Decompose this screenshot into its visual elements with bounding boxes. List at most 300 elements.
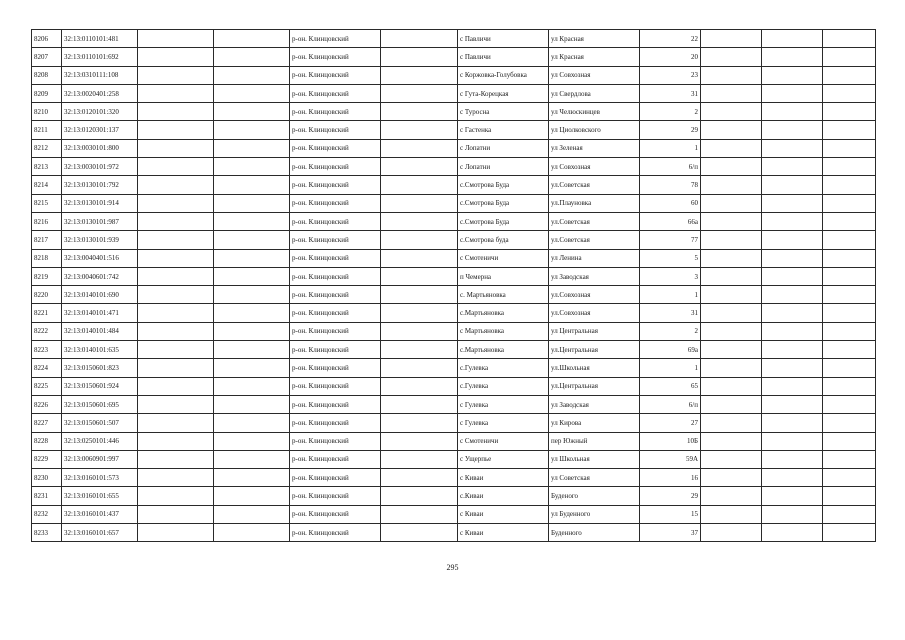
house-number-cell: 15 (640, 505, 701, 523)
row-number-cell: 8226 (32, 395, 62, 413)
empty-cell (381, 48, 458, 66)
empty-cell (138, 414, 214, 432)
row-number-cell: 8228 (32, 432, 62, 450)
empty-cell (381, 414, 458, 432)
street-cell: ул Школьная (549, 450, 640, 468)
settlement-cell: с Киваи (458, 505, 549, 523)
settlement-cell: с.Смотрова Буда (458, 212, 549, 230)
cadastral-number-cell: 32:13:0160101:657 (62, 524, 138, 542)
district-cell: р-он. Клинцовский (290, 48, 381, 66)
district-cell: р-он. Клинцовский (290, 505, 381, 523)
house-number-cell: 77 (640, 231, 701, 249)
district-cell: р-он. Клинцовский (290, 395, 381, 413)
empty-cell (823, 103, 876, 121)
empty-cell (762, 121, 823, 139)
table-row (32, 505, 876, 523)
street-cell: ул Циолковского (549, 121, 640, 139)
row-number-cell: 8223 (32, 341, 62, 359)
empty-cell (823, 231, 876, 249)
house-number-cell: 20 (640, 48, 701, 66)
empty-cell (381, 377, 458, 395)
empty-cell (762, 432, 823, 450)
table-row (32, 524, 876, 542)
empty-cell (701, 48, 762, 66)
empty-cell (701, 450, 762, 468)
street-cell: ул Челюскинцев (549, 103, 640, 121)
street-cell: ул Красная (549, 48, 640, 66)
house-number-cell: 1 (640, 286, 701, 304)
row-number-cell: 8215 (32, 194, 62, 212)
registry-table (31, 29, 876, 542)
house-number-cell: 1 (640, 359, 701, 377)
empty-cell (214, 121, 290, 139)
district-cell: р-он. Клинцовский (290, 377, 381, 395)
street-cell: ул Зеленая (549, 139, 640, 157)
table-row (32, 322, 876, 340)
row-number-cell: 8229 (32, 450, 62, 468)
street-cell: ул.Школьная (549, 359, 640, 377)
cadastral-number-cell: 32:13:0150601:695 (62, 395, 138, 413)
settlement-cell: с. Мартьяновка (458, 286, 549, 304)
cadastral-number-cell: 32:13:0140101:471 (62, 304, 138, 322)
empty-cell (138, 121, 214, 139)
empty-cell (381, 158, 458, 176)
empty-cell (381, 212, 458, 230)
street-cell: ул.Советская (549, 176, 640, 194)
cadastral-number-cell: 32:13:0030101:972 (62, 158, 138, 176)
row-number-cell: 8211 (32, 121, 62, 139)
empty-cell (214, 249, 290, 267)
district-cell: р-он. Клинцовский (290, 341, 381, 359)
cadastral-number-cell: 32:13:0060901:997 (62, 450, 138, 468)
empty-cell (823, 30, 876, 48)
empty-cell (214, 450, 290, 468)
empty-cell (381, 359, 458, 377)
row-number-cell: 8209 (32, 84, 62, 102)
house-number-cell: 31 (640, 304, 701, 322)
empty-cell (381, 66, 458, 84)
settlement-cell: с Павличи (458, 30, 549, 48)
empty-cell (823, 432, 876, 450)
cadastral-number-cell: 32:13:0250101:446 (62, 432, 138, 450)
empty-cell (762, 176, 823, 194)
empty-cell (381, 524, 458, 542)
empty-cell (138, 304, 214, 322)
empty-cell (823, 212, 876, 230)
cadastral-number-cell: 32:13:0160101:655 (62, 487, 138, 505)
empty-cell (214, 487, 290, 505)
empty-cell (138, 194, 214, 212)
row-number-cell: 8227 (32, 414, 62, 432)
empty-cell (214, 158, 290, 176)
district-cell: р-он. Клинцовский (290, 469, 381, 487)
street-cell: ул.Совхозная (549, 304, 640, 322)
cadastral-number-cell: 32:13:0040601:742 (62, 267, 138, 285)
row-number-cell: 8212 (32, 139, 62, 157)
table-row (32, 176, 876, 194)
empty-cell (381, 103, 458, 121)
table-row (32, 359, 876, 377)
row-number-cell: 8218 (32, 249, 62, 267)
empty-cell (138, 487, 214, 505)
empty-cell (701, 212, 762, 230)
empty-cell (823, 121, 876, 139)
settlement-cell: с Коржовка-Голубовка (458, 66, 549, 84)
empty-cell (381, 395, 458, 413)
empty-cell (138, 176, 214, 194)
house-number-cell: 6/п (640, 395, 701, 413)
empty-cell (701, 158, 762, 176)
empty-cell (823, 487, 876, 505)
empty-cell (823, 341, 876, 359)
row-number-cell: 8222 (32, 322, 62, 340)
table-row (32, 48, 876, 66)
settlement-cell: с Туросна (458, 103, 549, 121)
empty-cell (762, 469, 823, 487)
cadastral-number-cell: 32:13:0020401:258 (62, 84, 138, 102)
cadastral-number-cell: 32:13:0110101:481 (62, 30, 138, 48)
district-cell: р-он. Клинцовский (290, 66, 381, 84)
empty-cell (823, 322, 876, 340)
empty-cell (381, 30, 458, 48)
cadastral-number-cell: 32:13:0030101:800 (62, 139, 138, 157)
street-cell: ул.Советская (549, 231, 640, 249)
house-number-cell: 3 (640, 267, 701, 285)
house-number-cell: 5 (640, 249, 701, 267)
empty-cell (823, 139, 876, 157)
settlement-cell: с.Смотрова Буда (458, 176, 549, 194)
empty-cell (138, 212, 214, 230)
house-number-cell: 27 (640, 414, 701, 432)
settlement-cell: с Киваи (458, 469, 549, 487)
settlement-cell: с.Мартьяновка (458, 341, 549, 359)
empty-cell (762, 84, 823, 102)
house-number-cell: 37 (640, 524, 701, 542)
street-cell: ул Совхозная (549, 158, 640, 176)
row-number-cell: 8208 (32, 66, 62, 84)
cadastral-number-cell: 32:13:0130101:987 (62, 212, 138, 230)
empty-cell (823, 286, 876, 304)
empty-cell (381, 450, 458, 468)
row-number-cell: 8232 (32, 505, 62, 523)
house-number-cell: 23 (640, 66, 701, 84)
empty-cell (701, 377, 762, 395)
table-row (32, 30, 876, 48)
row-number-cell: 8233 (32, 524, 62, 542)
row-number-cell: 8213 (32, 158, 62, 176)
empty-cell (823, 359, 876, 377)
cadastral-number-cell: 32:13:0040401:516 (62, 249, 138, 267)
empty-cell (823, 84, 876, 102)
row-number-cell: 8231 (32, 487, 62, 505)
settlement-cell: с Гута-Корецкая (458, 84, 549, 102)
empty-cell (701, 267, 762, 285)
empty-cell (701, 84, 762, 102)
district-cell: р-он. Клинцовский (290, 158, 381, 176)
cadastral-number-cell: 32:13:0160101:437 (62, 505, 138, 523)
empty-cell (823, 176, 876, 194)
empty-cell (138, 30, 214, 48)
empty-cell (214, 139, 290, 157)
cadastral-number-cell: 32:13:0150601:924 (62, 377, 138, 395)
house-number-cell: 29 (640, 121, 701, 139)
cadastral-number-cell: 32:13:0120101:320 (62, 103, 138, 121)
district-cell: р-он. Клинцовский (290, 524, 381, 542)
district-cell: р-он. Клинцовский (290, 139, 381, 157)
house-number-cell: 59А (640, 450, 701, 468)
empty-cell (381, 432, 458, 450)
street-cell: ул Красная (549, 30, 640, 48)
district-cell: р-он. Клинцовский (290, 432, 381, 450)
empty-cell (138, 267, 214, 285)
cadastral-number-cell: 32:13:0120301:137 (62, 121, 138, 139)
row-number-cell: 8219 (32, 267, 62, 285)
empty-cell (381, 176, 458, 194)
house-number-cell: 16 (640, 469, 701, 487)
empty-cell (214, 304, 290, 322)
empty-cell (214, 194, 290, 212)
house-number-cell: 2 (640, 103, 701, 121)
empty-cell (762, 450, 823, 468)
empty-cell (701, 322, 762, 340)
empty-cell (701, 341, 762, 359)
empty-cell (138, 231, 214, 249)
empty-cell (762, 231, 823, 249)
empty-cell (701, 414, 762, 432)
empty-cell (381, 121, 458, 139)
street-cell: ул Совхозная (549, 66, 640, 84)
row-number-cell: 8224 (32, 359, 62, 377)
cadastral-number-cell: 32:13:0140101:690 (62, 286, 138, 304)
empty-cell (138, 524, 214, 542)
cadastral-number-cell: 32:13:0110101:692 (62, 48, 138, 66)
settlement-cell: с Киваи (458, 524, 549, 542)
district-cell: р-он. Клинцовский (290, 176, 381, 194)
empty-cell (701, 469, 762, 487)
table-row (32, 377, 876, 395)
empty-cell (381, 139, 458, 157)
empty-cell (762, 487, 823, 505)
row-number-cell: 8217 (32, 231, 62, 249)
empty-cell (214, 231, 290, 249)
empty-cell (701, 249, 762, 267)
empty-cell (214, 66, 290, 84)
empty-cell (762, 359, 823, 377)
street-cell: Буденного (549, 524, 640, 542)
street-cell: ул.Центральная (549, 341, 640, 359)
empty-cell (381, 231, 458, 249)
empty-cell (214, 432, 290, 450)
empty-cell (762, 524, 823, 542)
house-number-cell: 1 (640, 139, 701, 157)
page-number: 295 (446, 563, 459, 572)
empty-cell (701, 176, 762, 194)
empty-cell (701, 487, 762, 505)
empty-cell (214, 48, 290, 66)
table-row (32, 231, 876, 249)
empty-cell (701, 121, 762, 139)
row-number-cell: 8230 (32, 469, 62, 487)
district-cell: р-он. Клинцовский (290, 414, 381, 432)
settlement-cell: с Лопатни (458, 139, 549, 157)
empty-cell (762, 194, 823, 212)
empty-cell (214, 341, 290, 359)
district-cell: р-он. Клинцовский (290, 84, 381, 102)
table-row (32, 212, 876, 230)
empty-cell (214, 395, 290, 413)
empty-cell (823, 414, 876, 432)
settlement-cell: с.Гулевка (458, 359, 549, 377)
empty-cell (381, 322, 458, 340)
street-cell: ул Заводская (549, 395, 640, 413)
table-row (32, 139, 876, 157)
district-cell: р-он. Клинцовский (290, 212, 381, 230)
empty-cell (823, 249, 876, 267)
empty-cell (138, 286, 214, 304)
cadastral-number-cell: 32:13:0150601:823 (62, 359, 138, 377)
table-row (32, 432, 876, 450)
empty-cell (762, 30, 823, 48)
street-cell: ул Кирова (549, 414, 640, 432)
table-row (32, 286, 876, 304)
empty-cell (381, 469, 458, 487)
row-number-cell: 8210 (32, 103, 62, 121)
table-row (32, 414, 876, 432)
settlement-cell: с Павличи (458, 48, 549, 66)
street-cell: ул.Центральная (549, 377, 640, 395)
empty-cell (762, 212, 823, 230)
house-number-cell: 65 (640, 377, 701, 395)
district-cell: р-он. Клинцовский (290, 121, 381, 139)
house-number-cell: 29 (640, 487, 701, 505)
empty-cell (381, 505, 458, 523)
empty-cell (214, 84, 290, 102)
cadastral-number-cell: 32:13:0130101:792 (62, 176, 138, 194)
street-cell: ул.Советская (549, 212, 640, 230)
table-row (32, 395, 876, 413)
row-number-cell: 8214 (32, 176, 62, 194)
empty-cell (823, 158, 876, 176)
empty-cell (762, 66, 823, 84)
empty-cell (823, 267, 876, 285)
empty-cell (823, 194, 876, 212)
row-number-cell: 8216 (32, 212, 62, 230)
empty-cell (214, 377, 290, 395)
house-number-cell: 6/п (640, 158, 701, 176)
row-number-cell: 8220 (32, 286, 62, 304)
street-cell: ул Свердлова (549, 84, 640, 102)
street-cell: ул Советская (549, 469, 640, 487)
district-cell: р-он. Клинцовский (290, 322, 381, 340)
empty-cell (762, 414, 823, 432)
empty-cell (214, 469, 290, 487)
empty-cell (823, 395, 876, 413)
empty-cell (762, 377, 823, 395)
house-number-cell: 31 (640, 84, 701, 102)
district-cell: р-он. Клинцовский (290, 450, 381, 468)
empty-cell (762, 286, 823, 304)
street-cell: пер Южный (549, 432, 640, 450)
settlement-cell: с Лопатни (458, 158, 549, 176)
empty-cell (381, 267, 458, 285)
empty-cell (381, 341, 458, 359)
empty-cell (823, 524, 876, 542)
empty-cell (701, 505, 762, 523)
district-cell: р-он. Клинцовский (290, 103, 381, 121)
cadastral-number-cell: 32:13:0140101:635 (62, 341, 138, 359)
table-row (32, 194, 876, 212)
empty-cell (214, 212, 290, 230)
empty-cell (381, 84, 458, 102)
empty-cell (823, 66, 876, 84)
street-cell: ул.Плауновка (549, 194, 640, 212)
empty-cell (138, 66, 214, 84)
settlement-cell: с Гулевка (458, 414, 549, 432)
empty-cell (138, 103, 214, 121)
house-number-cell: 69а (640, 341, 701, 359)
empty-cell (214, 30, 290, 48)
table-row (32, 267, 876, 285)
empty-cell (138, 377, 214, 395)
empty-cell (762, 395, 823, 413)
empty-cell (823, 377, 876, 395)
table-row (32, 103, 876, 121)
empty-cell (701, 30, 762, 48)
settlement-cell: с Мартьяновка (458, 322, 549, 340)
settlement-cell: с Смотеничи (458, 249, 549, 267)
empty-cell (138, 84, 214, 102)
row-number-cell: 8206 (32, 30, 62, 48)
settlement-cell: с Смотеничи (458, 432, 549, 450)
empty-cell (701, 103, 762, 121)
table-row (32, 304, 876, 322)
empty-cell (138, 48, 214, 66)
empty-cell (701, 139, 762, 157)
row-number-cell: 8207 (32, 48, 62, 66)
empty-cell (823, 304, 876, 322)
street-cell: ул Ленина (549, 249, 640, 267)
empty-cell (823, 48, 876, 66)
empty-cell (701, 304, 762, 322)
settlement-cell: с.Гулевка (458, 377, 549, 395)
house-number-cell: 66а (640, 212, 701, 230)
table-row (32, 469, 876, 487)
settlement-cell: с.Киваи (458, 487, 549, 505)
table-row (32, 158, 876, 176)
settlement-cell: п Чемерна (458, 267, 549, 285)
empty-cell (214, 322, 290, 340)
street-cell: ул Буденного (549, 505, 640, 523)
empty-cell (138, 450, 214, 468)
empty-cell (214, 267, 290, 285)
empty-cell (823, 505, 876, 523)
empty-cell (214, 359, 290, 377)
table-row (32, 121, 876, 139)
street-cell: ул Центральная (549, 322, 640, 340)
house-number-cell: 10Б (640, 432, 701, 450)
district-cell: р-он. Клинцовский (290, 249, 381, 267)
empty-cell (701, 231, 762, 249)
empty-cell (762, 158, 823, 176)
empty-cell (138, 359, 214, 377)
table-row (32, 249, 876, 267)
row-number-cell: 8221 (32, 304, 62, 322)
row-number-cell: 8225 (32, 377, 62, 395)
empty-cell (823, 450, 876, 468)
empty-cell (701, 395, 762, 413)
district-cell: р-он. Клинцовский (290, 231, 381, 249)
table-row (32, 66, 876, 84)
